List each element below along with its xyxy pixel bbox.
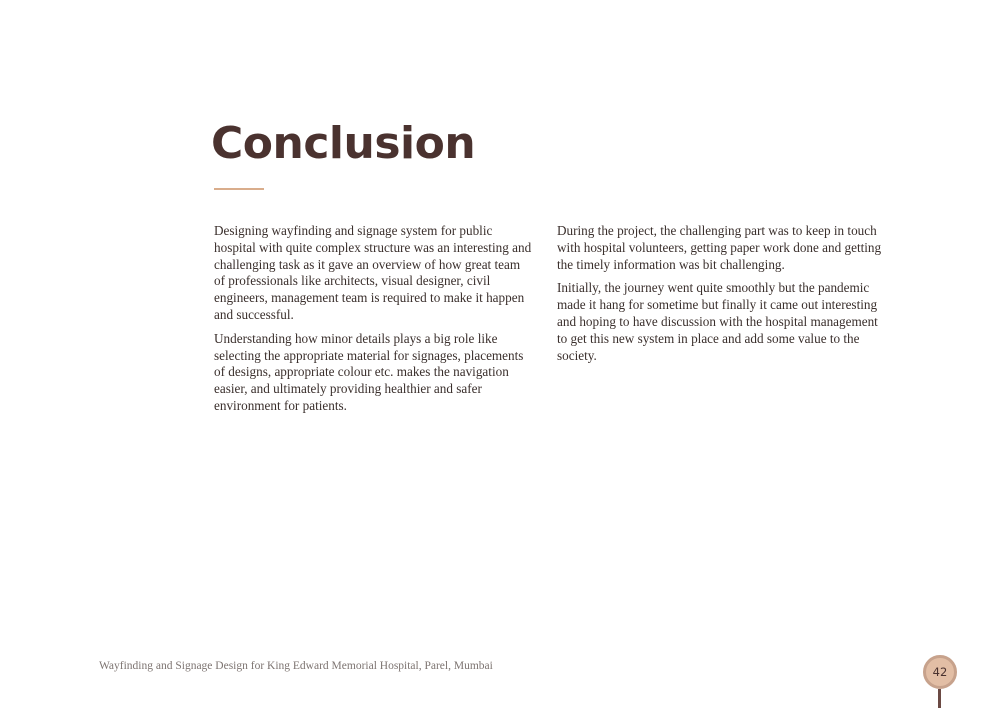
title-underline-divider	[214, 188, 264, 190]
right-paragraph-1: During the project, the challenging part was to keep in touch with hospital volunteers, getting paper work done and getting the timely information was bit challenging.	[557, 223, 882, 272]
right-paragraph-2: Initially, the journey went quite smoothly but the pandemic made it hang for sometime but finally it came out interesting and hoping to have discussion with the hospital management to get this new system in place and add some value to the society.	[557, 280, 878, 363]
page-number: 42	[932, 665, 948, 679]
right-text-column	[557, 223, 882, 371]
page-marker-stem	[938, 689, 941, 708]
left-text-column	[214, 223, 532, 422]
footer-document-title: Wayfinding and Signage Design for King Edward Memorial Hospital, Parel, Mumbai	[99, 660, 493, 672]
page-title: Conclusion	[211, 118, 476, 169]
left-paragraph-1: Designing wayfinding and signage system for public hospital with quite complex structure was an interesting and challenging task as it gave an overview of how great team of professionals like architects, visual designer, civil engineers, management team is required to make it happen and successful.	[214, 223, 532, 322]
left-paragraph-2: Understanding how minor details plays a big role like selecting the appropriate material for signages, placements of designs, appropriate colour etc. makes the navigation easier, and ultimately providing healthier and safer environment for patients.	[214, 330, 524, 413]
page-number-badge	[923, 655, 957, 689]
